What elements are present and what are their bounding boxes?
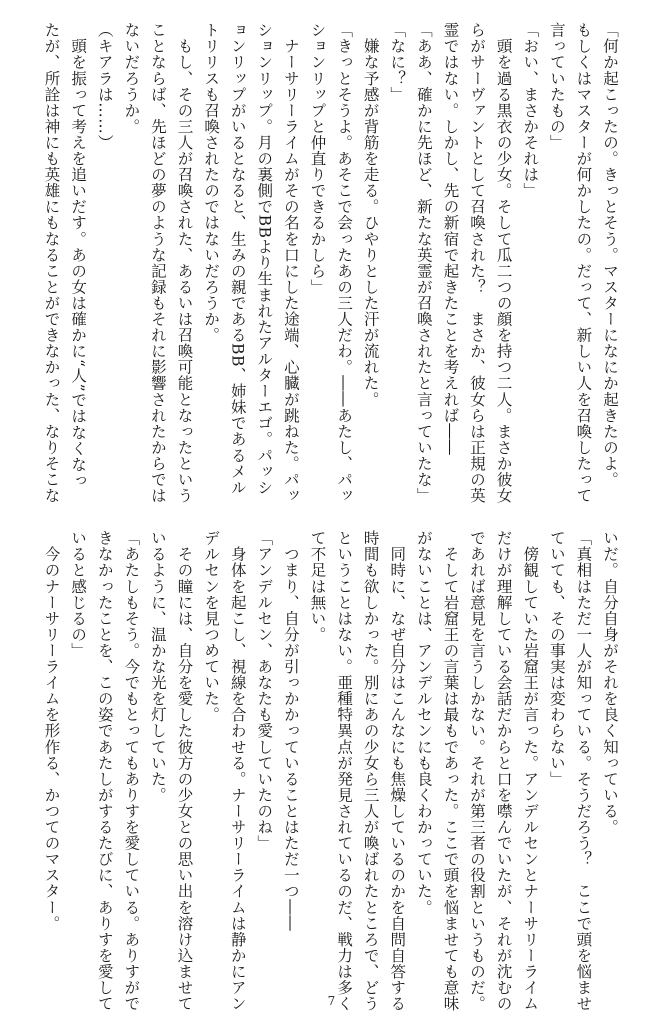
- top-text-block: [38, 22, 623, 504]
- text-line: 今のナーサリーライムを形作る、かつてのマスター。: [42, 530, 61, 932]
- text-line: いると感じるの」: [69, 530, 88, 659]
- text-line: 言っていたもの」: [547, 22, 566, 151]
- text-line: 同時に、なぜ自分はこんなにも焦燥しているのかを自問自答する: [388, 530, 407, 1012]
- text-line: ないだろうか。: [122, 22, 141, 135]
- text-line: て不足は無い。: [308, 530, 327, 643]
- text-line: 「なに？」: [388, 22, 407, 103]
- text-line: たが、所詮は神にも英雄にもなることができなかった、なりそこな: [42, 22, 61, 504]
- text-line: つまり、自分が引っかかっていることはただ一つ――: [281, 530, 300, 932]
- text-line: 「アンデルセン、あなたも愛していたのね」: [255, 530, 274, 851]
- text-line: 「何か起こったの。きっとそう。マスターになにか起きたのよ。: [601, 22, 619, 488]
- text-line: きなかったことを、この姿であたしがするたびに、ありすを愛して: [95, 530, 114, 1012]
- text-line: いるように、温かな光を灯していた。: [148, 530, 167, 803]
- page-number: 7: [327, 994, 336, 1008]
- text-line: ションリップ。月の裏側でBBより生まれたアルターエゴ。パッシ: [255, 22, 274, 496]
- text-line: ションリップと仲直りできるかしら」: [308, 22, 327, 295]
- text-line: 嫌な予感が背筋を走る。ひやりとした汗が流れた。: [361, 22, 380, 408]
- text-line: その瞳には、自分を愛した彼方の少女との思い出を溶け込ませて: [175, 530, 194, 1012]
- text-line: ことならば、先ほどの夢のような記録もそれに影響されたからでは: [148, 22, 167, 504]
- text-line: 「おい、まさかそれは」: [521, 22, 540, 199]
- text-line: トリリスも召喚されたのではないだろうか。: [202, 22, 221, 343]
- text-line: 傍観していた岩窟王が言った。アンデルセンとナーサリーライム: [521, 530, 540, 1012]
- text-line: 霊ではない。しかし、先の新宿で起きたことを考えれば――: [441, 22, 460, 456]
- text-line: 「ああ、確かに先ほど、新たな英霊が召喚されたと言っていたな」: [414, 22, 433, 504]
- text-line: 「あたしもそう。今でもとってもありすを愛している。ありすがで: [122, 530, 141, 1012]
- text-line: ていても、その事実は変わらない」: [547, 530, 566, 787]
- bottom-text-block: [38, 530, 623, 1012]
- text-line: 頭を過る黒衣の少女。そして瓜二つの顔を持つ二人。まさか彼女: [494, 22, 513, 504]
- text-line: ョンリップがいるとなると、生みの親であるBB、姉妹であるメル: [228, 22, 247, 496]
- text-line: 頭を振って考えを追いだす。あの女は確かに“人”ではなくなっ: [69, 22, 88, 489]
- text-line: らがサーヴァントとして召喚された？ まさか、彼女らは正規の英: [468, 22, 487, 504]
- text-line: であれば意見を言うしかない。それが第三者の役割というものだ。: [468, 530, 487, 1012]
- text-line: 時間も欲しかった。別にあの少女ら三人が喚ばれたところで、どう: [361, 530, 380, 1012]
- text-line: ということはない。亜種特異点が発見されているのだ、戦力は多く: [335, 530, 354, 1012]
- text-line: 「真相はただ一人が知っている。そうだろう？ ここで頭を悩ませ: [574, 530, 593, 1012]
- text-line: デルセンを見つめていた。: [202, 530, 221, 723]
- text-line: 「きっとそうよ。あそこで会ったあの三人だわ。――あたし、パッ: [335, 22, 354, 504]
- text-line: がないことは、アンデルセンにも良くわかっていた。: [414, 530, 433, 916]
- text-line: ナーサリーライムがその名を口にした途端、心臓が跳ねた。パッ: [281, 22, 300, 504]
- text-line: いだ。自分自身がそれを良く知っている。: [601, 530, 619, 835]
- text-line: もしくはマスターが何かしたの。だって、新しい人を召喚したって: [574, 22, 593, 504]
- text-line: もし、その三人が召喚された、あるいは召喚可能となったという: [175, 22, 194, 504]
- text-line: そして岩窟王の言葉は最もであった。ここで頭を悩ませても意味: [441, 530, 460, 1012]
- text-line: （キアラは……）: [95, 22, 114, 151]
- text-line: 身体を起こし、視線を合わせる。ナーサリーライムは静かにアン: [228, 530, 247, 1012]
- text-line: だけが理解している会話だからと口を噤んでいたが、それが沈むの: [494, 530, 513, 1012]
